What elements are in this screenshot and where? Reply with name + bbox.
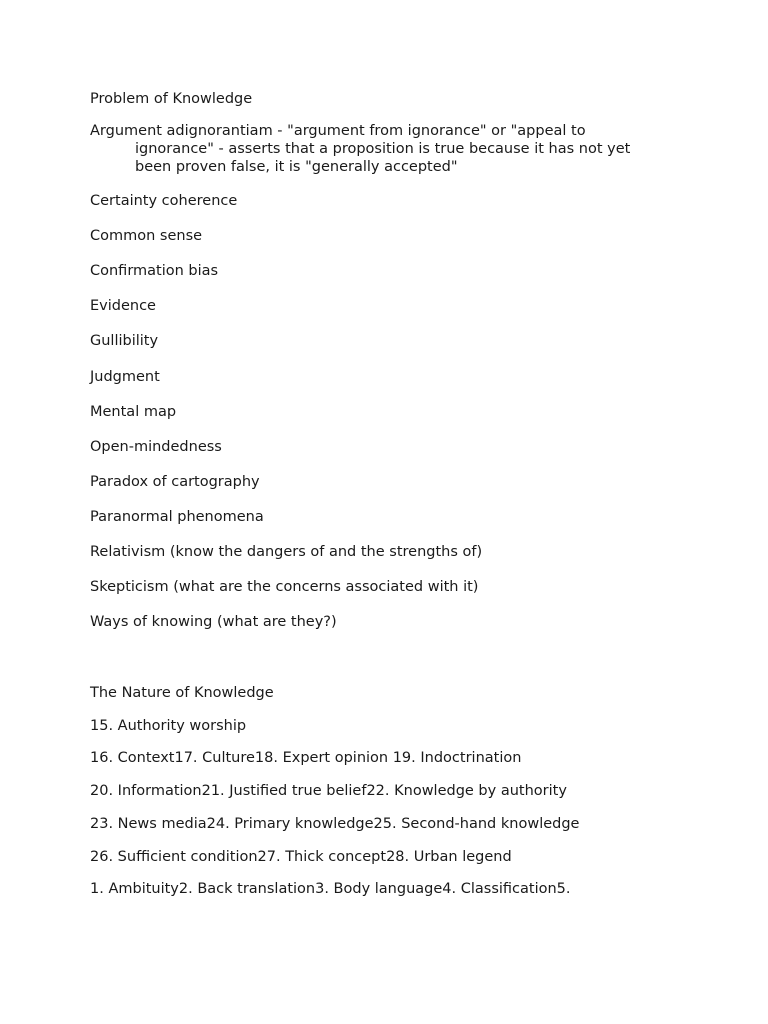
term-item: Confirmation bias — [90, 263, 219, 279]
term-item: Skepticism (what are the concerns associated with it) — [90, 579, 479, 595]
term-item: Paradox of cartography — [90, 474, 260, 490]
numbered-line: 15. Authority worship — [90, 718, 247, 734]
numbered-line: 1. Ambituity2. Back translation3. Body language4. Classification5. — [90, 881, 571, 897]
numbered-line: 20. Information21. Justified true belief22. Knowledge by authority — [90, 783, 567, 799]
term-item: Ways of knowing (what are they?) — [90, 614, 337, 630]
argument-continuation: ignorance" - asserts that a proposition is true because it has not yet been proven false, it is "generally accepted" — [135, 141, 631, 175]
term-item: Judgment — [90, 369, 160, 385]
term-item: Paranormal phenomena — [90, 509, 264, 525]
term-item: Common sense — [90, 228, 203, 244]
argument-first-line: Argument adignorantiam - "argument from ignorance" or "appeal to — [90, 123, 586, 139]
numbered-line: 16. Context17. Culture18. Expert opinion 19. Indoctrination — [90, 750, 522, 766]
term-item: Certainty coherence — [90, 193, 238, 209]
section-title-nature-of-knowledge: The Nature of Knowledge — [90, 685, 274, 701]
section-title-problem-of-knowledge: Problem of Knowledge — [90, 91, 253, 107]
numbered-line: 26. Sufficient condition27. Thick concept28. Urban legend — [90, 849, 512, 865]
term-item: Mental map — [90, 404, 177, 420]
numbered-line: 23. News media24. Primary knowledge25. Second-hand knowledge — [90, 816, 580, 832]
term-item: Gullibility — [90, 333, 159, 349]
term-item: Relativism (know the dangers of and the strengths of) — [90, 544, 483, 560]
term-item: Open-mindedness — [90, 439, 222, 455]
term-item: Evidence — [90, 298, 156, 314]
term-argument-adignorantiam — [90, 122, 670, 176]
